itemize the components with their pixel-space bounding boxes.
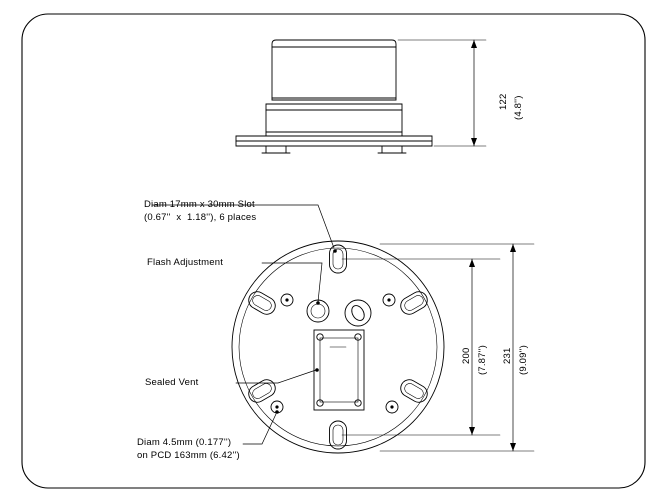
dim-label-height-in: (4.8'')	[513, 95, 524, 120]
mount-foot-left	[266, 146, 286, 153]
base-housing	[266, 104, 402, 136]
dim-arrow-200-top	[469, 259, 475, 267]
side-elevation-view	[236, 40, 486, 153]
callout-slot-line2: (0.67'' x 1.18''), 6 places	[144, 212, 257, 223]
dim-label-200-mm: 200	[461, 347, 472, 364]
callout-pcd-line1: Diam 4.5mm (0.177'')	[137, 437, 232, 448]
dim-arrow-231-top	[510, 244, 516, 252]
dim-arrow-height-bottom	[471, 138, 477, 146]
callout-sealed-vent: Sealed Vent	[145, 377, 199, 388]
dim-label-200-in: (7.87'')	[477, 344, 488, 375]
dim-label-height-mm: 122	[498, 93, 509, 110]
pcd-holes	[271, 294, 398, 413]
bottom-plan-view	[152, 205, 534, 453]
lens-body	[272, 40, 396, 100]
dim-label-231-in: (9.09'')	[518, 344, 529, 375]
dim-arrow-200-bottom	[469, 427, 475, 435]
dim-label-231-mm: 231	[502, 347, 513, 364]
mount-foot-right	[382, 146, 402, 153]
callout-flash-adjustment: Flash Adjustment	[147, 257, 224, 268]
dim-arrow-231-bottom	[510, 443, 516, 451]
center-plate	[314, 330, 364, 410]
leader-lines	[152, 205, 337, 444]
callout-slot-line1: Diam 17mm x 30mm Slot	[144, 199, 255, 210]
sealed-vent-feature	[345, 300, 371, 326]
callout-pcd-line2: on PCD 163mm (6.42'')	[137, 450, 240, 461]
dim-arrow-height-top	[471, 40, 477, 48]
